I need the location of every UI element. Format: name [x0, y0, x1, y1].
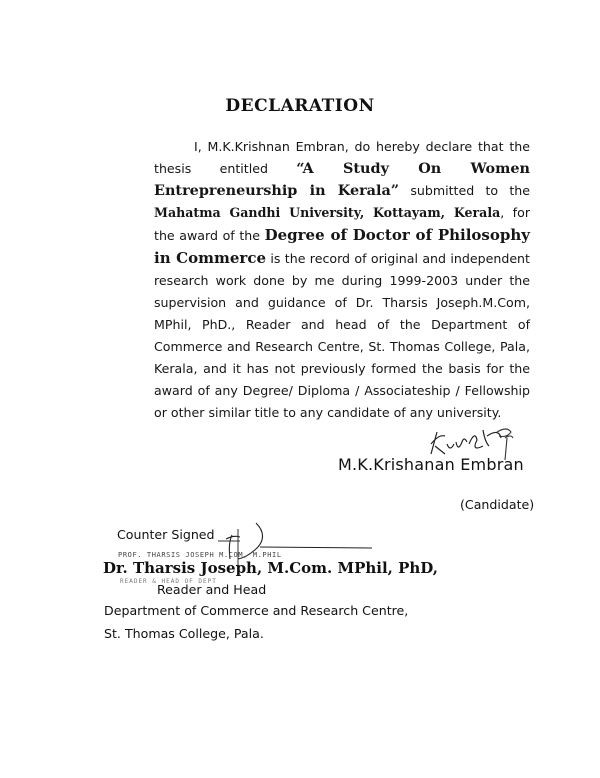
supervisor-name: Dr. Tharsis Joseph, M.Com. MPhil, PhD, [103, 559, 439, 577]
university-name: Mahatma Gandhi University, Kottayam, Kerala [154, 205, 501, 220]
candidate-signature [425, 420, 560, 460]
declaration-paragraph [154, 136, 530, 424]
official-stamp-text-2: READER & HEAD OF DEPT [120, 578, 217, 585]
supervisor-role: Reader and Head [157, 582, 267, 597]
declaration-rest: is the record of original and independent research work done by me during 1999-2003 under the supervision and guidance of Dr. Tharsis Joseph.M.Com, MPhil, PhD., Reader and head of the Department of Commerce and Research Centre, St. Thomas College, Pala, Kerala, and it has not previously formed the basis for the award of any Degree/ Diploma / Associateship / Fellowship or other similar title to any candidate of any university. [154, 251, 530, 420]
supervisor-college: St. Thomas College, Pala. [104, 626, 264, 641]
declaration-mid-1: submitted to the [410, 183, 530, 198]
degree-name: Degree of Doctor of Philosophy in Commerce [154, 226, 530, 267]
counter-signed-label: Counter Signed [117, 527, 215, 542]
candidate-role: (Candidate) [460, 497, 535, 512]
page-title: DECLARATION [225, 96, 375, 116]
declaration-mid-2: , for the award of the [154, 205, 530, 243]
thesis-title: “A Study On Women Entrepreneurship in Kerala” [154, 160, 530, 199]
official-stamp-text: PROF. THARSIS JOSEPH M.COM, M.PHIL [118, 551, 282, 559]
candidate-name: M.K.Krishanan Embran [338, 455, 524, 474]
declaration-intro: I, M.K.Krishnan Embran, do hereby declare that the thesis entitled [154, 139, 530, 176]
supervisor-department: Department of Commerce and Research Centre, [104, 603, 409, 618]
